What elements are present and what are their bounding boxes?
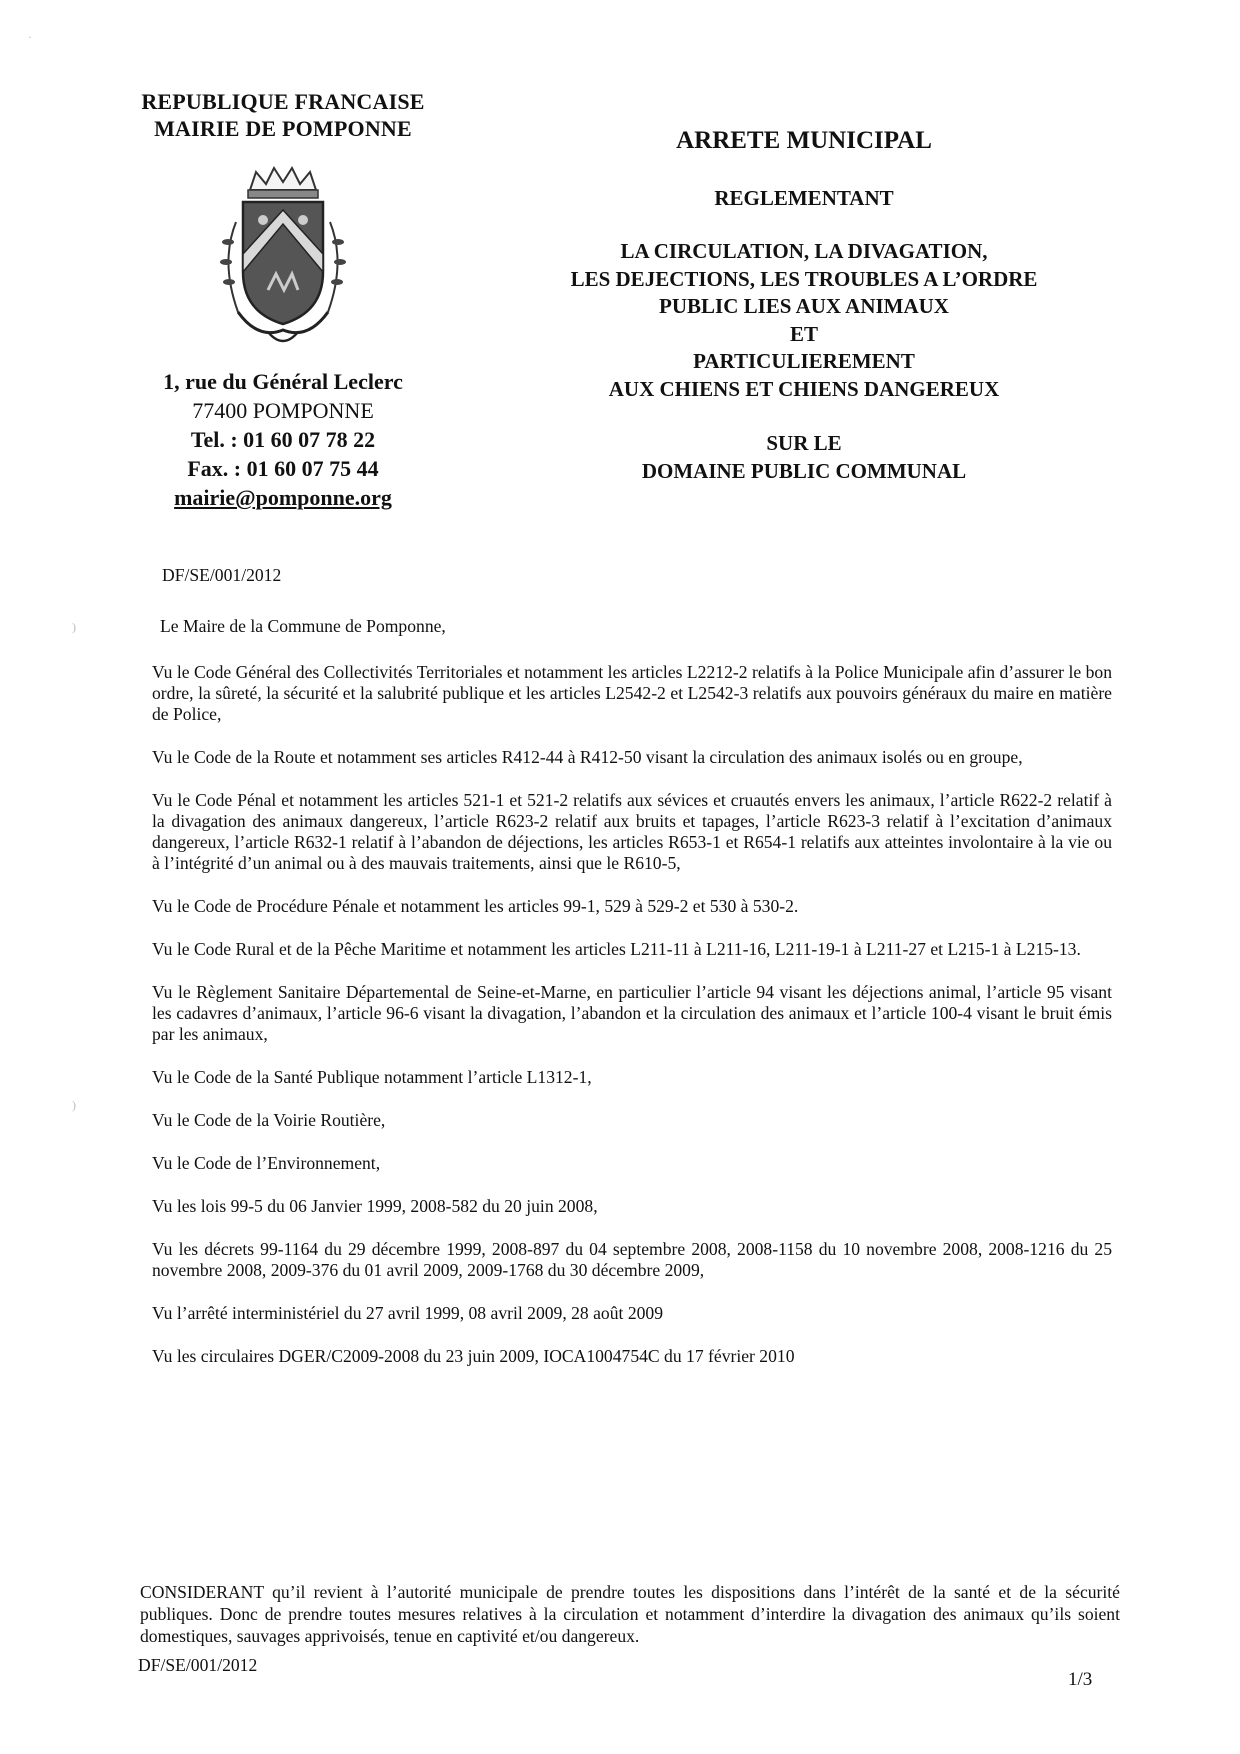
mairie-contact-block: [118, 367, 448, 512]
considerant-paragraph: CONSIDERANT qu’il revient à l’autorité municipale de prendre toutes les dispositions dans l’intérêt de la santé et de la sécurité publiques. Donc de prendre toutes mesures relatives à la circulation et notamment d’interdire la divagation des animaux qu’ils soient domestiques, sauvages apprivoisés, tenue en captivité et/ou dangereux.: [140, 1581, 1120, 1646]
legal-basis-paragraph: Vu le Règlement Sanitaire Départemental de Seine-et-Marne, en particulier l’article 94 visant les déjections animal, l’article 95 visant les cadavres d’animaux, l’article 96-6 visant la divagation, l’abandon et la circulation des animaux et l’article 100-4 visant le bruit émis par les animaux,: [152, 982, 1112, 1044]
page-number: 1/3: [1068, 1669, 1093, 1690]
legal-basis-paragraph: Vu le Code Rural et de la Pêche Maritime et notamment les articles L211-11 à L211-16, L211-19-1 à L211-27 et L215-1 à L215-13.: [152, 939, 1081, 959]
letterhead-left: [118, 88, 448, 362]
republic-line: REPUBLIQUE FRANCAISE: [141, 89, 425, 114]
subject-line: LA CIRCULATION, LA DIVAGATION,: [620, 239, 988, 263]
legal-basis-paragraph: Vu les lois 99-5 du 06 Janvier 1999, 2008-582 du 20 juin 2008,: [152, 1196, 598, 1216]
legal-basis-paragraph: Vu les décrets 99-1164 du 29 décembre 1999, 2008-897 du 04 septembre 2008, 2008-1158 du 10 novembre 2008, 2008-1216 du 25 novembre 2008, 2009-376 du 01 avril 2009, 2009-1768 du 30 décembre 2009,: [152, 1239, 1112, 1280]
street-address: 1, rue du Général Leclerc: [163, 369, 403, 394]
email-link[interactable]: mairie@pomponne.org: [174, 485, 392, 510]
legal-basis-paragraph: Vu le Code de la Voirie Routière,: [152, 1110, 386, 1130]
legal-basis-paragraph: Vu l’arrêté interministériel du 27 avril 1999, 08 avril 2009, 28 août 2009: [152, 1303, 664, 1323]
legal-basis-paragraph: Vu le Code Général des Collectivités Territoriales et notamment les articles L2212-2 relatifs à la Police Municipale afin d’assurer le bon ordre, la sûreté, la sécurité et la salubrité publique et les articles L2542-2 et L2542-3 relatifs aux pouvoirs généraux du maire en matière de Police,: [152, 662, 1112, 724]
legal-basis-paragraph: Vu les circulaires DGER/C2009-2008 du 23 juin 2009, IOCA1004754C du 17 février 2010: [152, 1346, 795, 1366]
subject-line: PUBLIC LIES AUX ANIMAUX: [659, 294, 949, 318]
legal-basis-paragraph: Vu le Code de Procédure Pénale et notamment les articles 99-1, 529 à 529-2 et 530 à 530-2.: [152, 896, 799, 916]
regulation-scope: [492, 429, 1116, 485]
scan-speck: ): [72, 620, 76, 634]
footer-reference: DF/SE/001/2012: [138, 1655, 258, 1675]
legal-basis-paragraph: Vu le Code de la Route et notamment ses articles R412-44 à R412-50 visant la circulation des animaux isolés ou en groupe,: [152, 747, 1023, 767]
subject-line: AUX CHIENS ET CHIENS DANGEREUX: [608, 376, 1000, 401]
legal-basis-paragraph: Vu le Code de la Santé Publique notamment l’article L1312-1,: [152, 1067, 592, 1087]
legal-basis-paragraph: Vu le Code Pénal et notamment les articles 521-1 et 521-2 relatifs aux sévices et cruautés envers les animaux, l’article R622-2 relatif à la divagation des animaux dangereux, l’article R623-2 relatif aux bruits et tapages, l’article R623-3 relatif à l’excitation d’animaux dangereux, l’article R632-1 relatif à l’abandon de déjections, les articles R653-1 et R654-1 relatifs aux atteintes involontaire à la vie ou à l’intégrité d’un animal ou à des mauvais traitements, ainsi que le R610-5,: [152, 790, 1112, 873]
subject-line: PARTICULIEREMENT: [693, 349, 915, 373]
mairie-line: MAIRIE DE POMPONNE: [154, 116, 412, 141]
document-reference: DF/SE/001/2012: [162, 565, 282, 585]
scan-speck: ): [72, 1098, 76, 1112]
regulation-subject: [492, 238, 1116, 403]
city-line: 77400 POMPONNE: [192, 398, 374, 423]
document-subtitle: REGLEMENTANT: [714, 186, 894, 210]
subject-line: LES DEJECTIONS, LES TROUBLES A L’ORDRE: [570, 266, 1038, 291]
telephone: Tel. : 01 60 07 78 22: [190, 427, 376, 452]
scan-speck: ·: [28, 30, 32, 44]
scope-line: SUR LE: [766, 431, 842, 455]
mayor-line: Le Maire de la Commune de Pomponne,: [160, 616, 446, 636]
legal-basis-list: [152, 662, 1112, 1389]
fax: Fax. : 01 60 07 75 44: [187, 456, 379, 481]
legal-basis-paragraph: Vu le Code de l’Environnement,: [152, 1153, 381, 1173]
letterhead-right: [492, 126, 1116, 485]
document-title: ARRETE MUNICIPAL: [676, 127, 932, 154]
subject-line: ET: [789, 321, 818, 346]
scope-line: DOMAINE PUBLIC COMMUNAL: [641, 459, 967, 483]
municipal-coat-of-arms-icon: [198, 162, 368, 352]
